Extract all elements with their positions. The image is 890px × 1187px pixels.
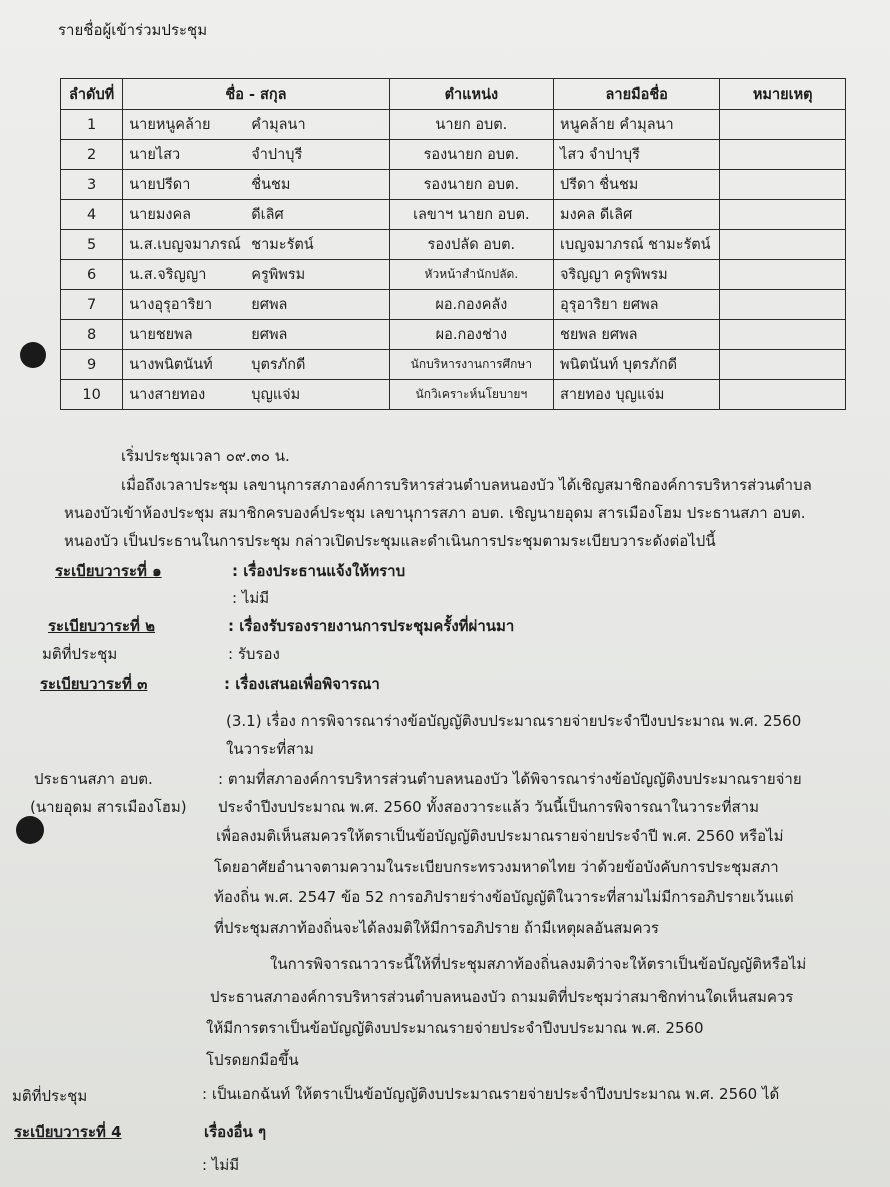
- attendee-position: ผอ.กองคลัง: [389, 290, 553, 320]
- chair-line-1: : ตามที่สภาองค์การบริหารส่วนตำบลหนองบัว ได้พิจารณาร่างข้อบัญญัติงบประมาณรายจ่าย: [218, 770, 802, 788]
- chair-line-6: ที่ประชุมสภาท้องถิ่นจะได้ลงมติให้มีการอภิปราย ถ้ามีเหตุผลอันสมควร: [214, 919, 659, 937]
- punch-hole-bottom: [16, 816, 44, 844]
- attendee-name: [123, 290, 389, 320]
- attendee-signature: หนูคล้าย คำมุลนา: [554, 110, 720, 140]
- last-name: จำปาบุรี: [251, 147, 303, 163]
- chair-line-4: โดยอาศัยอำนาจตามความในระเบียบกระทรวงมหาดไทย ว่าด้วยข้อบังคับการประชุมสภา: [214, 858, 779, 876]
- attendee-name: [123, 140, 389, 170]
- last-name: บุตรภักดี: [251, 357, 306, 373]
- first-name: นายปรีดา: [129, 177, 191, 193]
- last-name: บุญแจ่ม: [251, 387, 301, 403]
- row-number: 3: [61, 170, 123, 200]
- table-row: [61, 290, 846, 320]
- attendee-remark: [720, 380, 846, 410]
- attendee-name: [123, 380, 389, 410]
- agenda4-label: ระเบียบวาระที่ 4: [14, 1123, 122, 1141]
- agenda1-title: : เรื่องประธานแจ้งให้ทราบ: [232, 562, 406, 580]
- last-name: ยศพล: [251, 327, 288, 343]
- agenda2-label: ระเบียบวาระที่ ๒: [48, 617, 156, 635]
- chair-name: (นายอุดม สารเมืองโฮม): [30, 798, 187, 816]
- row-number: 9: [61, 350, 123, 380]
- attendee-remark: [720, 170, 846, 200]
- chair-line-7: ในการพิจารณาวาระนี้ให้ที่ประชุมสภาท้องถิ่นลงมติว่าจะให้ตราเป็นข้อบัญญัติหรือไม่: [270, 955, 807, 973]
- attendee-position: รองนายก อบต.: [389, 170, 553, 200]
- agenda3-resolution: : เป็นเอกฉันท์ ให้ตราเป็นข้อบัญญัติงบประมาณรายจ่ายประจำปีงบประมาณ พ.ศ. 2560 ได้: [202, 1085, 780, 1103]
- agenda3-title: : เรื่องเสนอเพื่อพิจารณา: [224, 675, 380, 693]
- attendee-remark: [720, 140, 846, 170]
- attendee-position: หัวหน้าสำนักปลัด.: [389, 260, 553, 290]
- attendee-position: รองปลัด อบต.: [389, 230, 553, 260]
- intro-line-2: หนองบัวเข้าห้องประชุม สมาชิกครบองค์ประชุม เลขานุการสภา อบต. เชิญนายอุดม สารเมืองโฮม ประธานสภา อบต.: [64, 504, 806, 522]
- first-name: นายหนูคล้าย: [129, 117, 211, 133]
- attendee-position: รองนายก อบต.: [389, 140, 553, 170]
- attendee-signature: จริญญา ครูพิพรม: [554, 260, 720, 290]
- agenda1-note: : ไม่มี: [232, 589, 270, 607]
- punch-hole-top: [20, 342, 46, 368]
- attendee-name: [123, 230, 389, 260]
- first-name: นางพนิตนันท์: [129, 357, 213, 373]
- last-name: ครูพิพรม: [251, 267, 306, 283]
- row-number: 8: [61, 320, 123, 350]
- first-name: นายไสว: [129, 147, 181, 163]
- attendee-position: ผอ.กองช่าง: [389, 320, 553, 350]
- attendee-position: นักวิเคราะห์นโยบายฯ: [389, 380, 553, 410]
- attendee-position: นายก อบต.: [389, 110, 553, 140]
- row-number: 4: [61, 200, 123, 230]
- attendee-signature: เบญจมาภรณ์ ชามะรัตน์: [554, 230, 720, 260]
- chair-line-10: โปรดยกมือขึ้น: [206, 1051, 299, 1069]
- attendee-name: [123, 350, 389, 380]
- chair-line-9: ให้มีการตราเป็นข้อบัญญัติงบประมาณรายจ่ายประจำปีงบประมาณ พ.ศ. 2560: [206, 1019, 704, 1037]
- table-row: [61, 200, 846, 230]
- table-row: [61, 350, 846, 380]
- agenda3-resolution-label: มติที่ประชุม: [12, 1087, 88, 1105]
- row-number: 1: [61, 110, 123, 140]
- col-header-remark: หมายเหตุ: [720, 79, 846, 110]
- col-header-name: ชื่อ - สกุล: [123, 79, 389, 110]
- first-name: น.ส.เบญจมาภรณ์: [129, 237, 241, 253]
- first-name: น.ส.จริญญา: [129, 267, 207, 283]
- col-header-no: ลำดับที่: [61, 79, 123, 110]
- attendee-remark: [720, 230, 846, 260]
- row-number: 10: [61, 380, 123, 410]
- attendee-name: [123, 260, 389, 290]
- agenda3-label: ระเบียบวาระที่ ๓: [40, 675, 148, 693]
- attendee-name: [123, 320, 389, 350]
- agenda4-note: : ไม่มี: [202, 1156, 240, 1174]
- attendee-signature: ไสว จำปาบุรี: [554, 140, 720, 170]
- agenda4-title: เรื่องอื่น ๆ: [204, 1123, 267, 1141]
- attendee-signature: พนิตนันท์ บุตรภักดี: [554, 350, 720, 380]
- chair-line-2: ประจำปีงบประมาณ พ.ศ. 2560 ทั้งสองวาระแล้ว วันนี้เป็นการพิจารณาในวาระที่สาม: [218, 798, 759, 816]
- attendee-remark: [720, 290, 846, 320]
- agenda2-title: : เรื่องรับรองรายงานการประชุมครั้งที่ผ่านมา: [228, 617, 515, 635]
- col-header-position: ตำแหน่ง: [389, 79, 553, 110]
- table-row: [61, 380, 846, 410]
- attendee-list-title: รายชื่อผู้เข้าร่วมประชุม: [58, 21, 208, 39]
- row-number: 5: [61, 230, 123, 260]
- intro-line-3: หนองบัว เป็นประธานในการประชุม กล่าวเปิดประชุมและดำเนินการประชุมตามระเบียบวาระดังต่อไปนี้: [64, 532, 716, 550]
- table-row: [61, 110, 846, 140]
- agenda2-resolution: : รับรอง: [228, 645, 280, 663]
- first-name: นายมงคล: [129, 207, 192, 223]
- row-number: 7: [61, 290, 123, 320]
- chair-label: ประธานสภา อบต.: [34, 770, 153, 788]
- last-name: ชามะรัตน์: [251, 237, 314, 253]
- attendee-name: [123, 200, 389, 230]
- attendee-table: [60, 78, 846, 410]
- table-header-row: [61, 79, 846, 110]
- attendee-signature: อุรุอาริยา ยศพล: [554, 290, 720, 320]
- row-number: 2: [61, 140, 123, 170]
- chair-line-5: ท้องถิ่น พ.ศ. 2547 ข้อ 52 การอภิปรายร่างข้อบัญญัติในวาระที่สามไม่มีการอภิปรายเว้นแต่: [214, 888, 794, 906]
- attendee-position: นักบริหารงานการศึกษา: [389, 350, 553, 380]
- attendee-name: [123, 170, 389, 200]
- attendee-name: [123, 110, 389, 140]
- first-name: นางอุรุอาริยา: [129, 297, 213, 313]
- table-row: [61, 320, 846, 350]
- last-name: ชื่นชม: [251, 177, 291, 193]
- item-3-1-line-2: ในวาระที่สาม: [226, 740, 314, 758]
- start-time: เริ่มประชุมเวลา ๐๙.๓๐ น.: [121, 447, 290, 465]
- last-name: ยศพล: [251, 297, 288, 313]
- chair-line-3: เพื่อลงมติเห็นสมควรให้ตราเป็นข้อบัญญัติงบประมาณรายจ่ายประจำปี พ.ศ. 2560 หรือไม่: [216, 827, 784, 845]
- first-name: นางสายทอง: [129, 387, 206, 403]
- attendee-table-body: [61, 110, 846, 410]
- attendee-position: เลขาฯ นายก อบต.: [389, 200, 553, 230]
- agenda1-label: ระเบียบวาระที่ ๑: [55, 562, 162, 580]
- attendee-signature: ชยพล ยศพล: [554, 320, 720, 350]
- item-3-1-line-1: (3.1) เรื่อง การพิจารณาร่างข้อบัญญัติงบประมาณรายจ่ายประจำปีงบประมาณ พ.ศ. 2560: [226, 712, 802, 730]
- last-name: คำมุลนา: [251, 117, 306, 133]
- intro-line-1: เมื่อถึงเวลาประชุม เลขานุการสภาองค์การบริหารส่วนตำบลหนองบัว ได้เชิญสมาชิกองค์การบริหารส่วนตำบล: [121, 476, 812, 494]
- attendee-remark: [720, 260, 846, 290]
- table-row: [61, 170, 846, 200]
- attendee-remark: [720, 200, 846, 230]
- attendee-remark: [720, 320, 846, 350]
- col-header-signature: ลายมือชื่อ: [554, 79, 720, 110]
- row-number: 6: [61, 260, 123, 290]
- attendee-signature: สายทอง บุญแจ่ม: [554, 380, 720, 410]
- attendee-signature: ปรีดา ชื่นชม: [554, 170, 720, 200]
- attendee-signature: มงคล ดีเลิศ: [554, 200, 720, 230]
- first-name: นายชยพล: [129, 327, 193, 343]
- last-name: ดีเลิศ: [251, 207, 284, 223]
- attendee-remark: [720, 350, 846, 380]
- attendee-remark: [720, 110, 846, 140]
- table-row: [61, 260, 846, 290]
- table-row: [61, 230, 846, 260]
- agenda2-resolution-label: มติที่ประชุม: [42, 645, 118, 663]
- chair-line-8: ประธานสภาองค์การบริหารส่วนตำบลหนองบัว ถามมติที่ประชุมว่าสมาชิกท่านใดเห็นสมควร: [210, 988, 794, 1006]
- table-row: [61, 140, 846, 170]
